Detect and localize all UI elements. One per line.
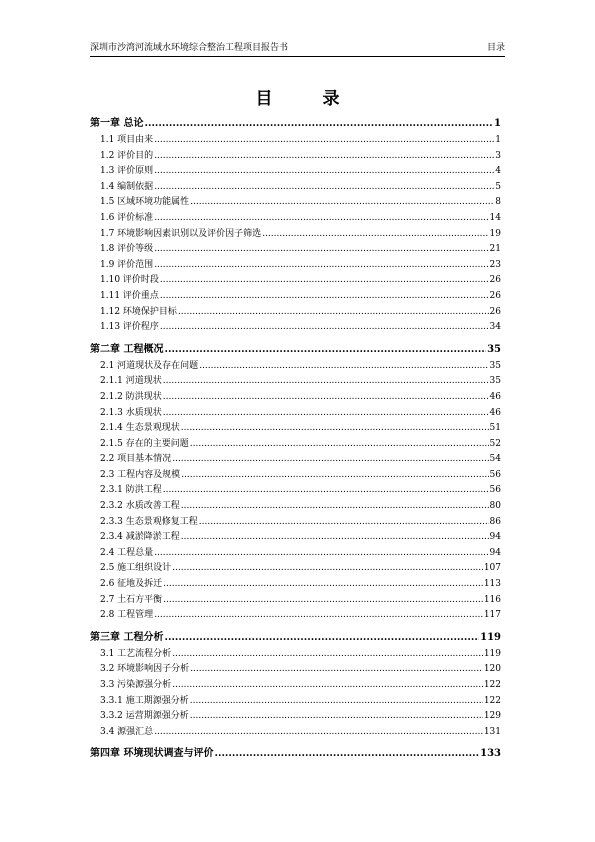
toc-section-label: 2.1 河道现状及存在问题 [100, 360, 199, 371]
toc-section-entry[interactable] [90, 647, 501, 663]
toc-section-label: 1.7 环境影响因素识别以及评价因子筛选 [100, 228, 262, 239]
toc-leader-dots [154, 258, 488, 274]
toc-leader-dots [163, 374, 489, 390]
toc-leader-dots [172, 561, 483, 577]
toc-section-entry[interactable] [90, 180, 501, 196]
toc-leader-dots [181, 499, 489, 515]
toc-leader-dots [160, 273, 489, 289]
toc-section-label: 1.4 编制依据 [100, 181, 154, 192]
toc-section-label: 2.1.4 生态景观现状 [100, 423, 180, 434]
toc-leader-dots [163, 406, 489, 422]
toc-leader-dots [172, 647, 483, 663]
toc-section-label: 2.8 工程管理 [100, 610, 154, 621]
toc-section-entry[interactable] [90, 406, 501, 422]
toc-section-label: 1.12 环境保护目标 [100, 306, 177, 317]
toc-section-label: 2.3 工程内容及规模 [100, 469, 181, 480]
toc-section-label: 2.4 工程总量 [100, 547, 154, 558]
toc-section-entry[interactable] [90, 133, 501, 149]
toc-section-entry[interactable] [90, 515, 501, 531]
toc-chapter-label: 第一章 总论 [90, 118, 144, 129]
toc-chapter-label: 第二章 工程概况 [90, 343, 164, 355]
toc-chapter-entry[interactable] [90, 628, 501, 647]
toc-section-label: 3.2 环境影响因子分析 [100, 664, 190, 675]
toc-section-entry[interactable] [90, 530, 501, 546]
toc-leader-dots [163, 390, 489, 406]
toc-section-page: 122 [483, 680, 501, 690]
toc-chapter-entry[interactable] [90, 114, 501, 133]
toc-section-label: 1.11 评价重点 [100, 290, 159, 301]
toc-section-entry[interactable] [90, 227, 501, 243]
toc-leader-dots [190, 662, 483, 678]
toc-section-label: 1.5 区域环境功能属性 [100, 197, 190, 208]
toc-section-page: 26 [489, 275, 501, 286]
toc-section-page: 80 [489, 501, 501, 512]
toc-leader-dots [154, 242, 488, 258]
toc-leader-dots [262, 227, 488, 243]
toc-section-entry[interactable] [90, 164, 501, 180]
toc-section-label: 3.1 工艺流程分析 [100, 648, 172, 659]
toc-leader-dots [190, 709, 483, 725]
toc-chapter-label: 第三章 工程分析 [90, 631, 164, 643]
toc-leader-dots [181, 530, 489, 546]
toc-leader-dots [164, 628, 479, 647]
toc-section-entry[interactable] [90, 289, 501, 305]
toc-section-page: 3 [495, 150, 501, 161]
toc-section-page: 94 [489, 532, 501, 543]
toc-section-page: 5 [495, 181, 501, 192]
toc-section-page: 116 [483, 594, 501, 605]
toc-section-entry[interactable] [90, 546, 501, 562]
toc-leader-dots [199, 359, 488, 375]
toc-section-page: 117 [483, 610, 501, 621]
toc-chapter-label: 第四章 环境现状调查与评价 [90, 748, 214, 760]
page-header [90, 40, 505, 57]
toc-leader-dots [172, 452, 488, 468]
toc-section-label: 1.13 评价程序 [100, 322, 159, 333]
toc-chapter-entry[interactable] [90, 340, 501, 359]
toc-section-label: 3.3 污染源强分析 [100, 680, 172, 690]
toc-section-label: 2.3.1 防洪工程 [100, 485, 162, 496]
toc-leader-dots [154, 149, 494, 165]
toc-leader-dots [163, 593, 483, 609]
toc-section-label: 1.10 评价时段 [100, 275, 159, 286]
toc-section-label: 1.6 评价标准 [100, 212, 154, 223]
toc-leader-dots [154, 608, 483, 624]
toc-section-entry[interactable] [90, 195, 501, 211]
toc-section-entry[interactable] [90, 499, 501, 515]
toc-section-page: 23 [489, 259, 501, 270]
toc-section-label: 1.2 评价目的 [100, 150, 154, 161]
toc-section-page: 19 [489, 228, 501, 239]
toc-leader-dots [190, 694, 483, 710]
toc-section-label: 1.1 项目由来 [100, 135, 154, 145]
toc-leader-dots [154, 725, 483, 741]
toc-section-page: 51 [489, 423, 501, 434]
toc-leader-dots [144, 114, 493, 133]
toc-section-entry[interactable] [90, 561, 501, 577]
toc-section-label: 2.2 项目基本情况 [100, 454, 172, 465]
toc-section-entry[interactable] [90, 437, 501, 453]
toc-leader-dots [160, 320, 489, 336]
toc-section-page: 94 [489, 547, 501, 558]
toc-section-entry[interactable] [90, 258, 501, 274]
toc-section-page: 86 [489, 516, 501, 527]
toc-leader-dots [181, 421, 489, 437]
toc-leader-dots [181, 468, 488, 484]
toc-section-page: 54 [489, 454, 501, 465]
toc-section-label: 2.7 土石方平衡 [100, 594, 163, 605]
toc-section-page: 26 [489, 306, 501, 317]
toc-section-entry[interactable] [90, 593, 501, 609]
document-title: 深圳市沙湾河流域水环境综合整治工程项目报告书 [90, 43, 289, 53]
toc-section-label: 3.3.2 运营期源强分析 [100, 711, 189, 722]
toc-leader-dots [154, 546, 488, 562]
toc-section-entry[interactable] [90, 608, 501, 624]
toc-section-label: 2.3.2 水质改善工程 [100, 501, 180, 512]
toc-section-page: 46 [489, 407, 501, 418]
toc-section-entry[interactable] [90, 273, 501, 289]
toc-section-label: 2.3.3 生态景观修复工程 [100, 516, 198, 527]
toc-chapter-page: 133 [480, 748, 501, 760]
toc-leader-dots [163, 577, 483, 593]
toc-section-page: 26 [489, 290, 501, 301]
toc-leader-dots [178, 305, 489, 321]
table-of-contents [90, 114, 501, 763]
toc-section-entry[interactable] [90, 468, 501, 484]
toc-leader-dots [199, 515, 489, 531]
toc-chapter-entry[interactable] [90, 744, 501, 763]
toc-section-page: 119 [483, 648, 501, 659]
toc-section-label: 2.1.1 河道现状 [100, 376, 162, 387]
toc-section-page: 120 [483, 664, 501, 675]
toc-leader-dots [214, 744, 479, 763]
toc-section-label: 3.3.1 施工期源强分析 [100, 695, 189, 706]
toc-section-page: 56 [489, 469, 501, 480]
toc-section-page: 122 [483, 695, 501, 706]
toc-section-page: 129 [483, 711, 501, 722]
toc-leader-dots [172, 678, 483, 694]
toc-section-label: 2.1.5 存在的主要问题 [100, 438, 189, 449]
header-section: 目录 [486, 43, 505, 53]
toc-section-entry[interactable] [90, 678, 501, 694]
toc-section-page: 113 [483, 579, 501, 590]
toc-section-page: 21 [489, 244, 501, 255]
toc-section-page: 14 [489, 212, 501, 223]
toc-section-label: 2.1.2 防洪现状 [100, 391, 162, 402]
toc-section-entry[interactable] [90, 359, 501, 375]
toc-section-label: 1.8 评价等级 [100, 244, 154, 255]
toc-section-entry[interactable] [90, 694, 501, 710]
toc-leader-dots [190, 195, 494, 211]
toc-section-page: 56 [489, 485, 501, 496]
toc-chapter-page: 1 [494, 118, 501, 129]
toc-leader-dots [154, 211, 488, 227]
toc-section-entry[interactable] [90, 483, 501, 499]
toc-section-entry[interactable] [90, 662, 501, 678]
toc-section-page: 131 [483, 726, 501, 737]
toc-section-label: 3.4 源强汇总 [100, 726, 154, 737]
toc-section-label: 2.6 征地及拆迁 [100, 579, 163, 590]
toc-section-entry[interactable] [90, 390, 501, 406]
toc-section-label: 1.9 评价范围 [100, 259, 154, 270]
toc-section-label: 1.3 评价原则 [100, 166, 154, 177]
toc-section-page: 52 [489, 438, 501, 449]
toc-chapter-page: 35 [487, 343, 501, 355]
toc-leader-dots [164, 340, 486, 359]
toc-section-page: 35 [489, 376, 501, 387]
toc-section-entry[interactable] [90, 242, 501, 258]
toc-section-entry[interactable] [90, 725, 501, 741]
toc-section-label: 2.1.3 水质现状 [100, 407, 162, 418]
toc-section-label: 2.5 施工组织设计 [100, 563, 172, 574]
toc-leader-dots [154, 164, 494, 180]
toc-section-page: 34 [489, 322, 501, 333]
toc-section-page: 8 [495, 197, 501, 208]
toc-section-entry[interactable] [90, 421, 501, 437]
toc-section-entry[interactable] [90, 577, 501, 593]
toc-section-page: 4 [495, 166, 501, 177]
toc-section-entry[interactable] [90, 211, 501, 227]
toc-section-label: 2.3.4 减淤降淤工程 [100, 532, 180, 543]
toc-section-entry[interactable] [90, 452, 501, 468]
toc-section-entry[interactable] [90, 709, 501, 725]
toc-leader-dots [154, 180, 494, 196]
toc-section-entry[interactable] [90, 149, 501, 165]
toc-leader-dots [160, 289, 489, 305]
toc-section-page: 35 [489, 360, 501, 371]
toc-leader-dots [154, 133, 494, 149]
page-title: 目 录 [255, 89, 362, 109]
toc-section-entry[interactable] [90, 305, 501, 321]
toc-section-entry[interactable] [90, 320, 501, 336]
toc-section-page: 107 [483, 563, 501, 574]
toc-section-entry[interactable] [90, 374, 501, 390]
toc-section-page: 46 [489, 391, 501, 402]
toc-leader-dots [163, 483, 489, 499]
toc-section-page: 1 [495, 135, 501, 145]
toc-leader-dots [190, 437, 489, 453]
toc-chapter-page: 119 [480, 631, 501, 643]
